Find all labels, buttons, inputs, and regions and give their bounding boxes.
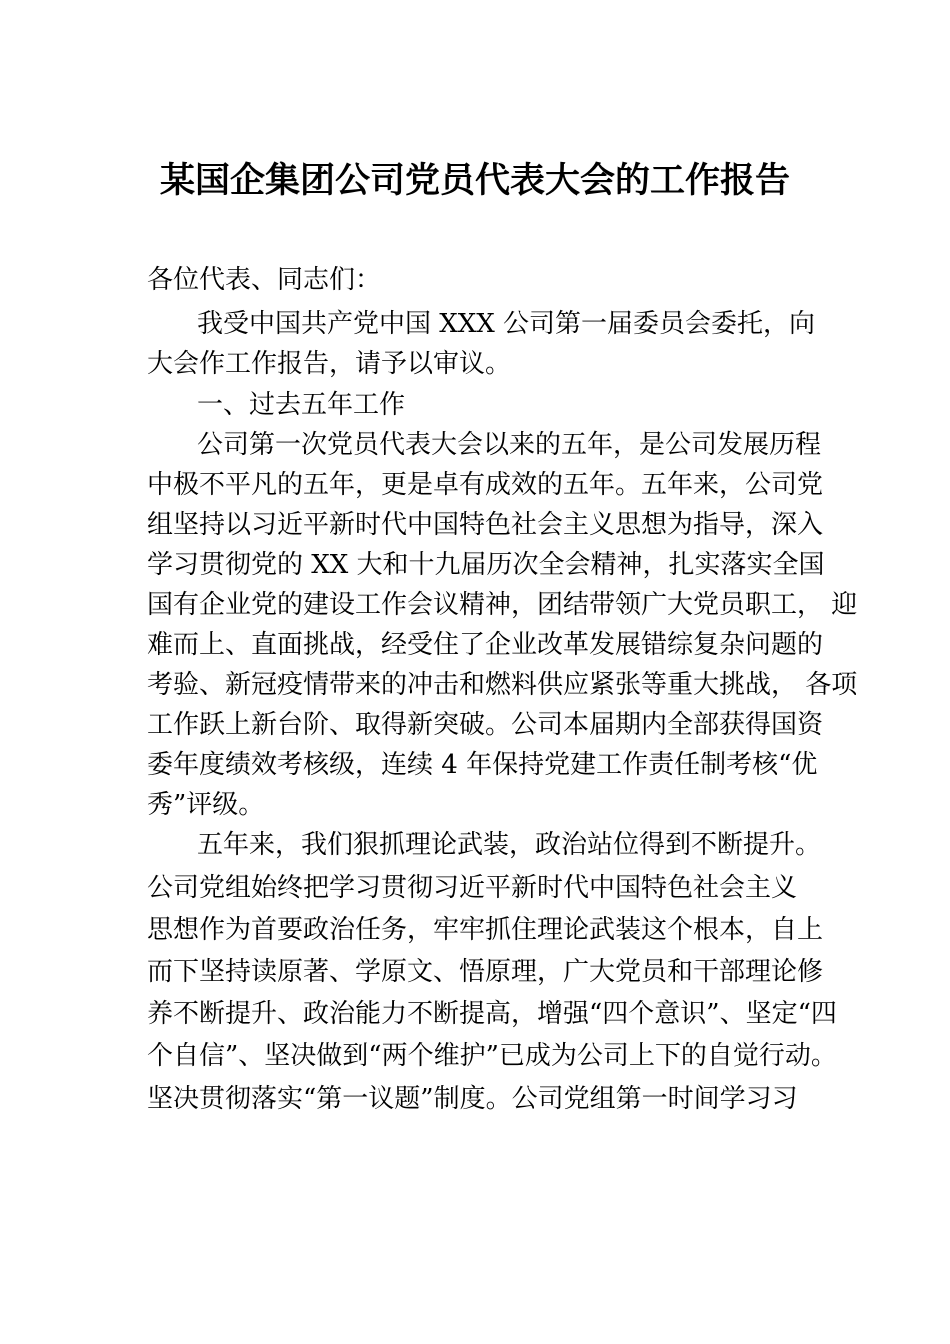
paragraph-line: 组坚持以习近平新时代中国特色社会主义思想为指导，深入 bbox=[147, 510, 824, 540]
paragraph-line: 秀”评级。 bbox=[147, 790, 265, 820]
paragraph-line: 国有企业党的建设工作会议精神，团结带领广大党员职工， 迎 bbox=[147, 590, 858, 620]
section-heading: 一、过去五年工作 bbox=[197, 390, 406, 420]
paragraph-line: 中极不平凡的五年，更是卓有成效的五年。五年来，公司党 bbox=[147, 470, 824, 500]
paragraph-line: 个自信”、坚决做到“两个维护”已成为公司上下的自觉行动。 bbox=[147, 1041, 837, 1071]
paragraph-line: 大会作工作报告，请予以审议。 bbox=[147, 349, 512, 379]
paragraph-line: 难而上、直面挑战，经受住了企业改革发展错综复杂问题的 bbox=[147, 630, 824, 660]
document-title: 某国企集团公司党员代表大会的工作报告 bbox=[159, 160, 790, 201]
salutation: 各位代表、同志们： bbox=[147, 265, 382, 295]
paragraph-line: 公司党组始终把学习贯彻习近平新时代中国特色社会主义 bbox=[147, 873, 798, 903]
paragraph-line: 考验、新冠疫情带来的冲击和燃料供应紧张等重大挑战， 各项 bbox=[147, 670, 858, 700]
paragraph-line: 养不断提升、政治能力不断提高，增强“四个意识”、坚定“四 bbox=[147, 999, 837, 1029]
paragraph-line: 坚决贯彻落实“第一议题”制度。公司党组第一时间学习习 bbox=[147, 1084, 798, 1114]
paragraph-line: 思想作为首要政治任务，牢牢抓住理论武装这个根本，自上 bbox=[147, 915, 824, 945]
paragraph-line: 公司第一次党员代表大会以来的五年，是公司发展历程 bbox=[197, 430, 822, 460]
paragraph-line: 我受中国共产党中国 XXX 公司第一届委员会委托，向 bbox=[197, 309, 816, 339]
paragraph-line: 而下坚持读原著、学原文、悟原理，广大党员和干部理论修 bbox=[147, 957, 824, 987]
paragraph-line: 委年度绩效考核级，连续 4 年保持党建工作责任制考核“优 bbox=[147, 750, 818, 780]
paragraph-line: 五年来，我们狠抓理论武装，政治站位得到不断提升。 bbox=[197, 830, 822, 860]
paragraph-line: 工作跃上新台阶、取得新突破。公司本届期内全部获得国资 bbox=[147, 710, 824, 740]
paragraph-line: 学习贯彻党的 XX 大和十九届历次全会精神，扎实落实全国 bbox=[147, 550, 825, 580]
